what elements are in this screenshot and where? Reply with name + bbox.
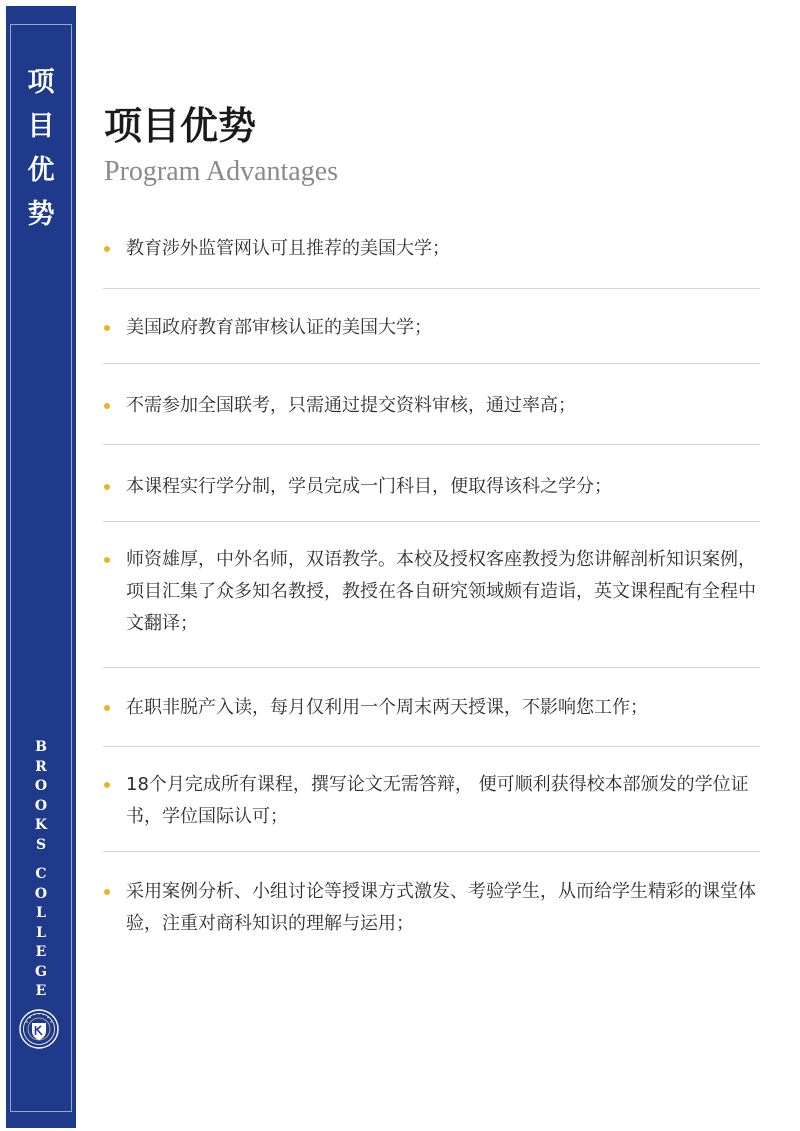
bullet-dot-icon <box>104 782 110 788</box>
advantage-item <box>103 222 760 289</box>
brand-word-college <box>6 865 76 1002</box>
advantage-text: 采用案例分析、小组讨论等授课方式激发、考验学生，从而给学生精彩的课堂体验，注重对商科知识的理解与运用； <box>126 881 756 934</box>
page-title: 项目优势 <box>104 104 257 148</box>
brand-letter: O <box>34 778 48 794</box>
bullet-dot-icon <box>104 246 110 252</box>
advantage-item <box>103 747 760 852</box>
brand-letter: R <box>35 758 47 775</box>
advantage-text: 教育涉外监管网认可且推荐的美国大学； <box>126 238 450 259</box>
advantage-item <box>103 852 760 952</box>
brand-letter: L <box>36 924 46 941</box>
advantage-text: 本课程实行学分制，学员完成一门科目，便取得该科之学分； <box>126 476 612 497</box>
bullet-dot-icon <box>104 889 110 895</box>
advantage-text: 18个月完成所有课程，撰写论文无需答辩， 便可顺利获得校本部颁发的学位证书，学位国际认可； <box>126 774 749 827</box>
sidebar-title-char: 势 <box>27 199 55 230</box>
sidebar-title <box>6 61 76 237</box>
bullet-dot-icon <box>104 325 110 331</box>
bullet-dot-icon <box>104 403 110 409</box>
brand-letter: K <box>34 817 48 833</box>
brand-letter: O <box>34 885 48 902</box>
sidebar-title-char: 优 <box>27 155 55 186</box>
advantage-text: 美国政府教育部审核认证的美国大学； <box>126 317 432 338</box>
advantage-item <box>103 289 760 364</box>
advantage-item <box>103 445 760 522</box>
bullet-dot-icon <box>104 557 110 563</box>
brand-letter: O <box>34 797 48 814</box>
advantages-list <box>103 222 760 952</box>
advantage-text: 在职非脱产入读，每月仅利用一个周末两天授课，不影响您工作； <box>126 697 648 718</box>
advantage-item <box>103 522 760 668</box>
sidebar <box>6 6 76 1128</box>
advantage-item <box>103 364 760 445</box>
brand-letter: S <box>35 836 47 853</box>
sidebar-brand <box>6 738 76 1002</box>
bullet-dot-icon <box>104 705 110 711</box>
sidebar-title-char: 目 <box>27 111 55 142</box>
brand-word-brooks <box>6 738 76 855</box>
brand-letter: G <box>35 963 47 980</box>
brand-letter: C <box>35 866 47 882</box>
brand-letter: E <box>35 944 47 960</box>
advantage-text: 师资雄厚，中外名师，双语教学。本校及授权客座教授为您讲解剖析知识案例，项目汇集了众多知名教授，教授在各自研究领域颇有造诣，英文课程配有全程中文翻译； <box>126 549 756 634</box>
brand-letter: E <box>35 983 47 999</box>
brand-letter: B <box>35 739 47 755</box>
brand-letter: L <box>36 905 46 921</box>
advantage-text: 不需参加全国联考，只需通过提交资料审核，通过率高； <box>126 395 576 416</box>
bullet-dot-icon <box>104 484 110 490</box>
advantage-item <box>103 668 760 747</box>
page-subtitle: Program Advantages <box>104 156 339 187</box>
college-crest-icon <box>19 1009 59 1049</box>
sidebar-title-char: 项 <box>27 67 55 98</box>
